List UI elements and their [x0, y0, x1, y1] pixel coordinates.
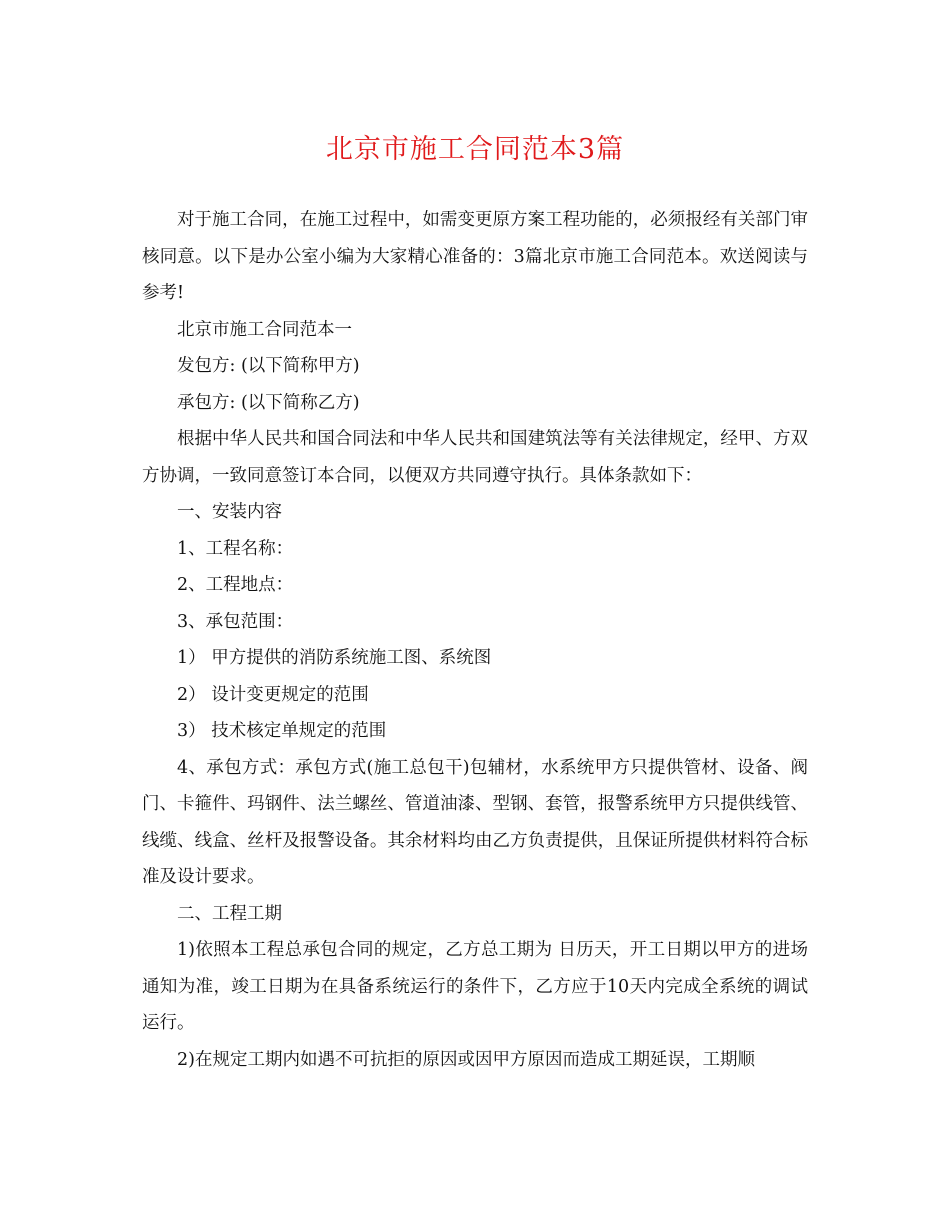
document-body	[142, 202, 808, 1078]
section-heading-schedule: 二、工程工期	[177, 903, 282, 924]
scope-item-1: 1） 甲方提供的消防系统施工图、系统图	[177, 648, 492, 668]
section-heading-contract-one: 北京市施工合同范本一	[177, 319, 352, 340]
clause-contract-method: 4、承包方式：承包方式(施工总包干)包辅材，水系统甲方只提供管材、设备、阀门、卡箍件、玛钢件、法兰螺丝、管道油漆、型钢、套管，报警系统甲方只提供线管、线缆、线盒、丝杆及报警设备。其余材料均由乙方负责提供，且保证所提供材料符合标准及设计要求。	[142, 757, 808, 887]
intro-paragraph: 对于施工合同，在施工过程中，如需变更原方案工程功能的，必须报经有关部门审核同意。以下是办公室小编为大家精心准备的：3篇北京市施工合同范本。欢送阅读与参考!	[142, 210, 808, 303]
party-a-line: 发包方: (以下简称甲方)	[177, 356, 360, 376]
schedule-clause-2: 2)在规定工期内如遇不可抗拒的原因或因甲方原因而造成工期延误，工期顺	[177, 1049, 755, 1070]
clause-project-location: 2、工程地点：	[177, 575, 294, 595]
scope-item-3: 3） 技术核定单规定的范围	[177, 721, 387, 741]
document-title: 北京市施工合同范本3篇	[325, 134, 625, 165]
clause-project-name: 1、工程名称：	[177, 538, 294, 559]
schedule-clause-1: 1)依照本工程总承包合同的规定，乙方总工期为 日历天，开工日期以甲方的进场通知为准，竣工日期为在具备系统运行的条件下，乙方应于10天内完成全系统的调试运行。	[142, 940, 808, 1033]
legal-basis-paragraph: 根据中华人民共和国合同法和中华人民共和国建筑法等有关法律规定，经甲、方双方协调，一致同意签订本合同，以便双方共同遵守执行。具体条款如下：	[142, 429, 808, 486]
section-heading-install-content: 一、安装内容	[177, 502, 282, 522]
party-b-line: 承包方: (以下简称乙方)	[177, 392, 360, 413]
clause-contract-scope: 3、承包范围：	[177, 611, 294, 632]
scope-item-2: 2） 设计变更规定的范围	[177, 684, 369, 705]
